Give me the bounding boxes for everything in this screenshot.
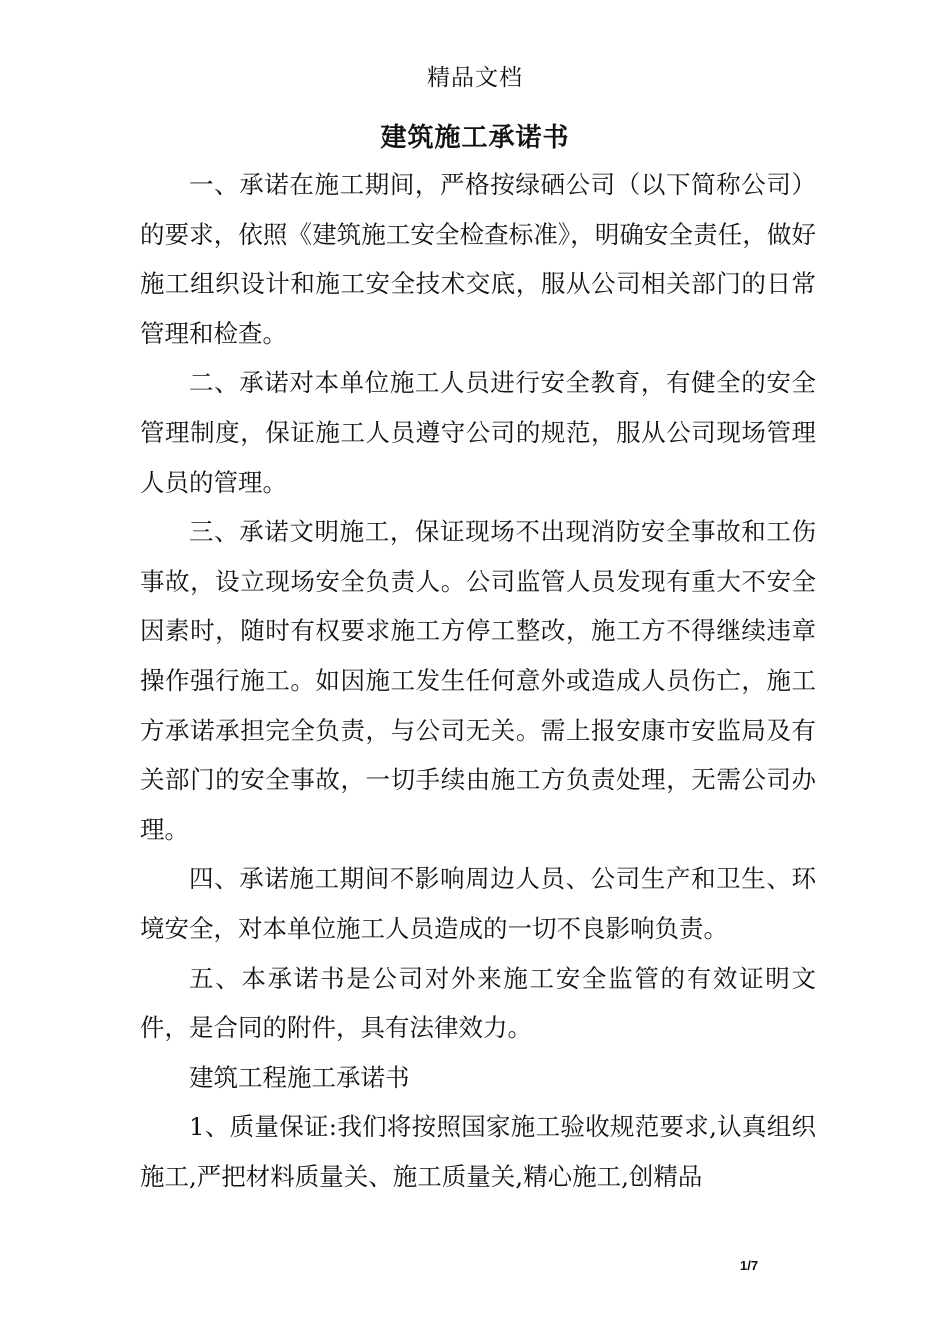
paragraph-4: 四、承诺施工期间不影响周边人员、公司生产和卫生、环境安全，对本单位施工人员造成的一切不良影响负责。 bbox=[140, 864, 816, 943]
paragraph-1: 一、承诺在施工期间，严格按绿硒公司（以下简称公司）的要求，依照《建筑施工安全检查标准》，明确安全责任，做好施工组织设计和施工安全技术交底，服从公司相关部门的日常管理和检查。 bbox=[140, 170, 816, 348]
document-body bbox=[140, 160, 816, 1201]
paragraph-5: 五、本承诺书是公司对外来施工安全监管的有效证明文件，是合同的附件，具有法律效力。 bbox=[140, 963, 816, 1043]
paragraph-2: 二、承诺对本单位施工人员进行安全教育，有健全的安全管理制度，保证施工人员遵守公司的规范，服从公司现场管理人员的管理。 bbox=[140, 368, 816, 497]
section-heading: 建筑工程施工承诺书 bbox=[189, 1062, 410, 1092]
paragraph-6: 1、质量保证:我们将按照国家施工验收规范要求,认真组织施工,严把材料质量关、施工质量关,精心施工,创精品 bbox=[140, 1112, 816, 1191]
paragraph-3: 三、承诺文明施工，保证现场不出现消防安全事故和工伤事故，设立现场安全负责人。公司监管人员发现有重大不安全因素时，随时有权要求施工方停工整改，施工方不得继续违章操作强行施工。如因施工发生任何意外或造成人员伤亡，施工方承诺承担完全负责，与公司无关。需上报安康市安监局及有关部门的安全事故，一切手续由施工方负责处理，无需公司办理。 bbox=[140, 517, 816, 844]
document-title: 建筑施工承诺书 bbox=[380, 123, 570, 153]
page-header: 精品文档 bbox=[427, 65, 523, 91]
page-number: 1/7 bbox=[740, 1258, 759, 1273]
